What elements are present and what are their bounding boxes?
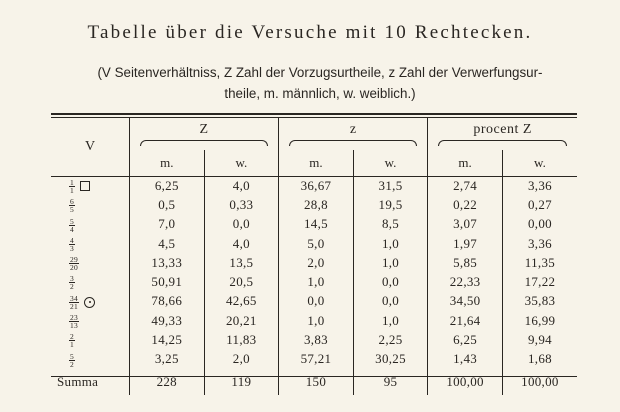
- Z-w-cell: 42,65: [204, 292, 279, 311]
- header-Z-brace: [140, 140, 268, 146]
- Z-m-cell: 78,66: [130, 292, 205, 311]
- z-m-cell: 57,21: [279, 350, 354, 369]
- Z-w-cell: 0,0: [204, 215, 279, 234]
- header-V: V: [84, 139, 96, 154]
- header-procent-Z-brace: [438, 140, 566, 146]
- summa-pZ-w: 100,00: [502, 369, 577, 395]
- header-procent-Z-label: procent Z: [473, 122, 532, 137]
- Z-m-cell: 49,33: [130, 311, 205, 330]
- header-z: [279, 118, 428, 150]
- header-procent-Z: [428, 118, 577, 150]
- Z-w-cell: 13,5: [204, 253, 279, 272]
- Z-m-cell: 50,91: [130, 272, 205, 291]
- Z-m-cell: 7,0: [130, 215, 205, 234]
- table-row: [51, 272, 577, 291]
- results-table: [51, 118, 577, 395]
- z-m-cell: 1,0: [279, 272, 354, 291]
- Z-m-cell: 14,25: [130, 330, 205, 349]
- Z-w-cell: 0,33: [204, 195, 279, 214]
- Z-w-cell: 11,83: [204, 330, 279, 349]
- Z-w-cell: 20,21: [204, 311, 279, 330]
- table-row: [51, 215, 577, 234]
- Z-m-cell: 0,5: [130, 195, 205, 214]
- subheader-pZ-w: w.: [502, 150, 577, 176]
- z-w-cell: 30,25: [353, 350, 428, 369]
- z-w-cell: 19,5: [353, 195, 428, 214]
- ratio-cell: [51, 253, 130, 272]
- header-Z-label: Z: [199, 122, 209, 137]
- pZ-m-cell: 1,97: [428, 234, 503, 253]
- pZ-w-cell: 0,00: [502, 215, 577, 234]
- table-row: [51, 176, 577, 195]
- ratio-cell: [51, 234, 130, 253]
- top-rule: [51, 113, 577, 115]
- ratio-cell: [51, 292, 130, 311]
- pZ-m-cell: 5,85: [428, 253, 503, 272]
- pZ-w-cell: 16,99: [502, 311, 577, 330]
- table-row: [51, 292, 577, 311]
- Z-m-cell: 6,25: [130, 176, 205, 195]
- z-m-cell: 36,67: [279, 176, 354, 195]
- summa-label: Summa: [57, 373, 99, 389]
- table-body: [51, 176, 577, 395]
- caption-line-2: theile, m. männlich, w. weiblich.): [224, 86, 416, 101]
- table-row: [51, 350, 577, 369]
- ratio-fraction: $\frac{5}{4}$: [70, 216, 75, 234]
- Z-w-cell: 4,0: [204, 234, 279, 253]
- Z-m-cell: 4,5: [130, 234, 205, 253]
- ratio-cell: [51, 176, 130, 195]
- table-caption: [40, 62, 600, 104]
- pZ-w-cell: 11,35: [502, 253, 577, 272]
- z-w-cell: 0,0: [353, 292, 428, 311]
- z-w-cell: 8,5: [353, 215, 428, 234]
- summa-z-m: 150: [279, 369, 354, 395]
- ratio-cell: [51, 215, 130, 234]
- pZ-m-cell: 6,25: [428, 330, 503, 349]
- pZ-m-cell: 1,43: [428, 350, 503, 369]
- pZ-w-cell: 9,94: [502, 330, 577, 349]
- pZ-m-cell: 3,07: [428, 215, 503, 234]
- subheader-pZ-m: m.: [428, 150, 503, 176]
- ratio-cell: [51, 272, 130, 291]
- summa-z-w: 95: [353, 369, 428, 395]
- z-m-cell: 0,0: [279, 292, 354, 311]
- pZ-w-cell: 17,22: [502, 272, 577, 291]
- z-m-cell: 14,5: [279, 215, 354, 234]
- z-w-cell: 1,0: [353, 311, 428, 330]
- table-row: [51, 311, 577, 330]
- ratio-fraction: $\frac{6}{5}$: [70, 197, 75, 215]
- ratio-fraction: $\frac{23}{13}$: [70, 312, 79, 330]
- summa-pZ-m: 100,00: [428, 369, 503, 395]
- Z-m-cell: 3,25: [130, 350, 205, 369]
- square-icon: [80, 181, 90, 191]
- subheader-z-m: m.: [279, 150, 354, 176]
- Z-w-cell: 2,0: [204, 350, 279, 369]
- header-Z: [130, 118, 279, 150]
- ratio-fraction: $\frac{1}{1}$: [70, 177, 75, 195]
- z-m-cell: 5,0: [279, 234, 354, 253]
- subheader-z-w: w.: [353, 150, 428, 176]
- table-row: [51, 253, 577, 272]
- ratio-fraction: $\frac{2}{1}$: [70, 332, 75, 350]
- header-z-brace: [289, 140, 417, 146]
- pZ-m-cell: 21,64: [428, 311, 503, 330]
- pZ-w-cell: 0,27: [502, 195, 577, 214]
- ratio-fraction: $\frac{5}{2}$: [70, 351, 75, 369]
- circled-dot-icon: [84, 297, 95, 308]
- Z-m-cell: 13,33: [130, 253, 205, 272]
- z-m-cell: 2,0: [279, 253, 354, 272]
- summa-Z-m: 228: [130, 369, 205, 395]
- summa-Z-w: 119: [204, 369, 279, 395]
- pZ-m-cell: 22,33: [428, 272, 503, 291]
- z-m-cell: 28,8: [279, 195, 354, 214]
- summa-row: [51, 369, 577, 395]
- Z-w-cell: 20,5: [204, 272, 279, 291]
- z-w-cell: 0,0: [353, 272, 428, 291]
- subheader-Z-m: m.: [130, 150, 205, 176]
- ratio-fraction: $\frac{34}{21}$: [70, 293, 79, 311]
- table-row: [51, 330, 577, 349]
- ratio-cell: [51, 330, 130, 349]
- ratio-cell: [51, 311, 130, 330]
- z-w-cell: 31,5: [353, 176, 428, 195]
- ratio-cell: [51, 350, 130, 369]
- z-m-cell: 3,83: [279, 330, 354, 349]
- z-w-cell: 1,0: [353, 234, 428, 253]
- table-row: [51, 234, 577, 253]
- ratio-fraction: $\frac{3}{2}$: [70, 274, 75, 292]
- pZ-w-cell: 3,36: [502, 176, 577, 195]
- ratio-cell: [51, 195, 130, 214]
- subheader-Z-w: w.: [204, 150, 279, 176]
- page-title: Tabelle über die Versuche mit 10 Rechtecken.: [87, 22, 533, 43]
- z-m-cell: 1,0: [279, 311, 354, 330]
- z-w-cell: 2,25: [353, 330, 428, 349]
- pZ-w-cell: 35,83: [502, 292, 577, 311]
- pZ-m-cell: 2,74: [428, 176, 503, 195]
- ratio-fraction: $\frac{4}{3}$: [70, 235, 75, 253]
- z-w-cell: 1,0: [353, 253, 428, 272]
- table-row: [51, 195, 577, 214]
- pZ-w-cell: 1,68: [502, 350, 577, 369]
- ratio-fraction: $\frac{29}{20}$: [70, 255, 79, 273]
- pZ-m-cell: 34,50: [428, 292, 503, 311]
- pZ-m-cell: 0,22: [428, 195, 503, 214]
- caption-line-1: (V Seitenverhältniss, Z Zahl der Vorzugsurtheile, z Zahl der Verwerfungsur-: [97, 65, 543, 80]
- Z-w-cell: 4,0: [204, 176, 279, 195]
- header-z-label: z: [349, 122, 357, 137]
- pZ-w-cell: 3,36: [502, 234, 577, 253]
